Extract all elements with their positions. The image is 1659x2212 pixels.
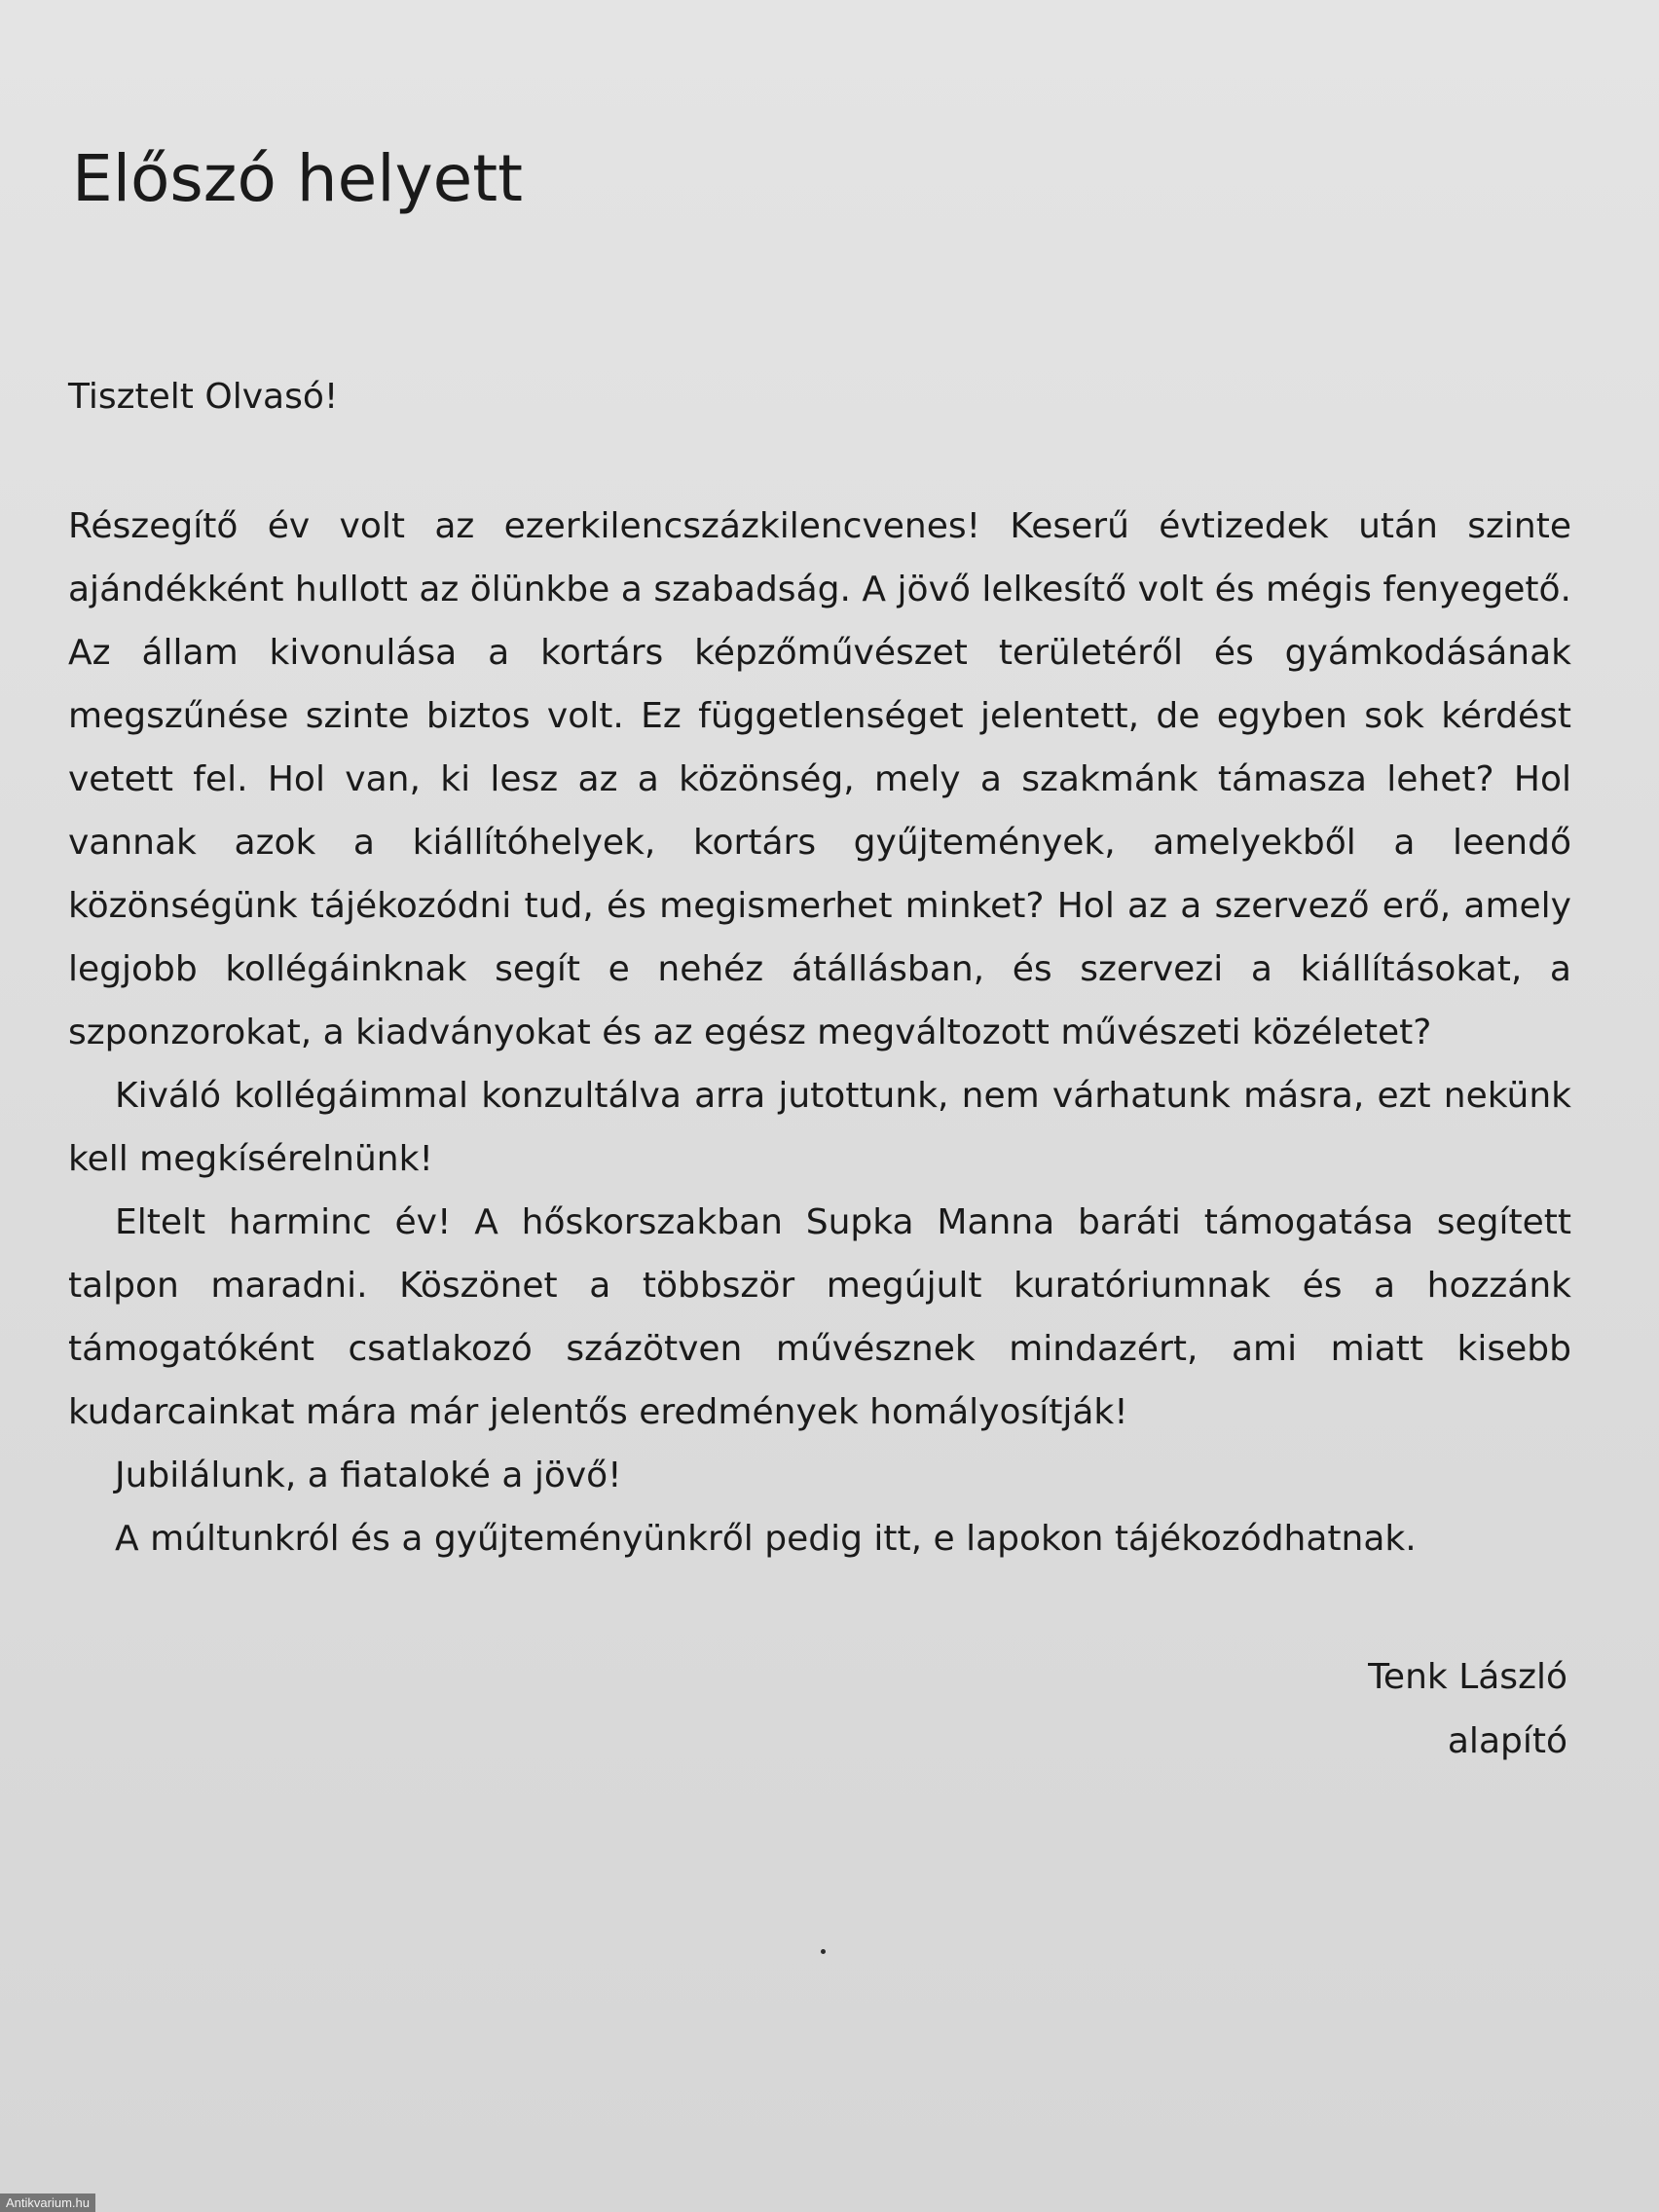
paragraph-2: Kiváló kollégáimmal konzultálva arra jutottunk, nem várhatunk másra, ezt nekünk kell megkísérelnünk! — [68, 1076, 1571, 1179]
paragraph-1: Részegítő év volt az ezerkilencszázkilencvenes! Keserű évtizedek után szinte ajándékként hullott az ölünkbe a szabadság. A jövő lelkesítő volt és mégis fenyegető. Az állam kivonulása a kortárs képzőművészet területéről és gyámkodásának megszűnése szinte biztos volt. Ez függetlenséget jelentett, de egyben sok kérdést vetett fel. Hol van, ki lesz az a közönség, mely a szakmánk támasza lehet? Hol vannak azok a kiállítóhelyek, kortárs gyűjtemények, amelyekből a leendő közönségünk tájékozódni tud, és megismerhet minket? Hol az a szervező erő, amely legjobb kollégáinknak segít e nehéz átállásban, és szervezi a kiállításokat, a szponzorokat, a kiadványokat és az egész megváltozott művészeti közéletet? — [68, 506, 1571, 1052]
page-title: Előszó helyett — [72, 141, 523, 216]
salutation: Tisztelt Olvasó! — [68, 377, 339, 417]
paragraph-4: Jubilálunk, a fiataloké a jövő! — [115, 1456, 622, 1495]
signature-block — [1368, 1645, 1567, 1774]
signature-name: Tenk László — [1368, 1657, 1567, 1697]
signature-role: alapító — [1447, 1721, 1567, 1761]
paragraph-5: A múltunkról és a gyűjteményünkről pedig itt, e lapokon tájékozódhatnak. — [115, 1519, 1417, 1559]
body-text — [68, 495, 1571, 1570]
paragraph-3: Eltelt harminc év! A hőskorszakban Supka Manna baráti támogatása segített talpon maradni. Köszönet a többször megújult kuratóriumnak és a hozzánk támogatóként csatlakozó százötven művésznek mindazért, ami miatt kisebb kudarcainkat mára már jelentős eredmények homályosítják! — [68, 1202, 1571, 1432]
page-dot — [821, 1949, 826, 1954]
watermark-label: Antikvarium.hu — [0, 2194, 95, 2212]
